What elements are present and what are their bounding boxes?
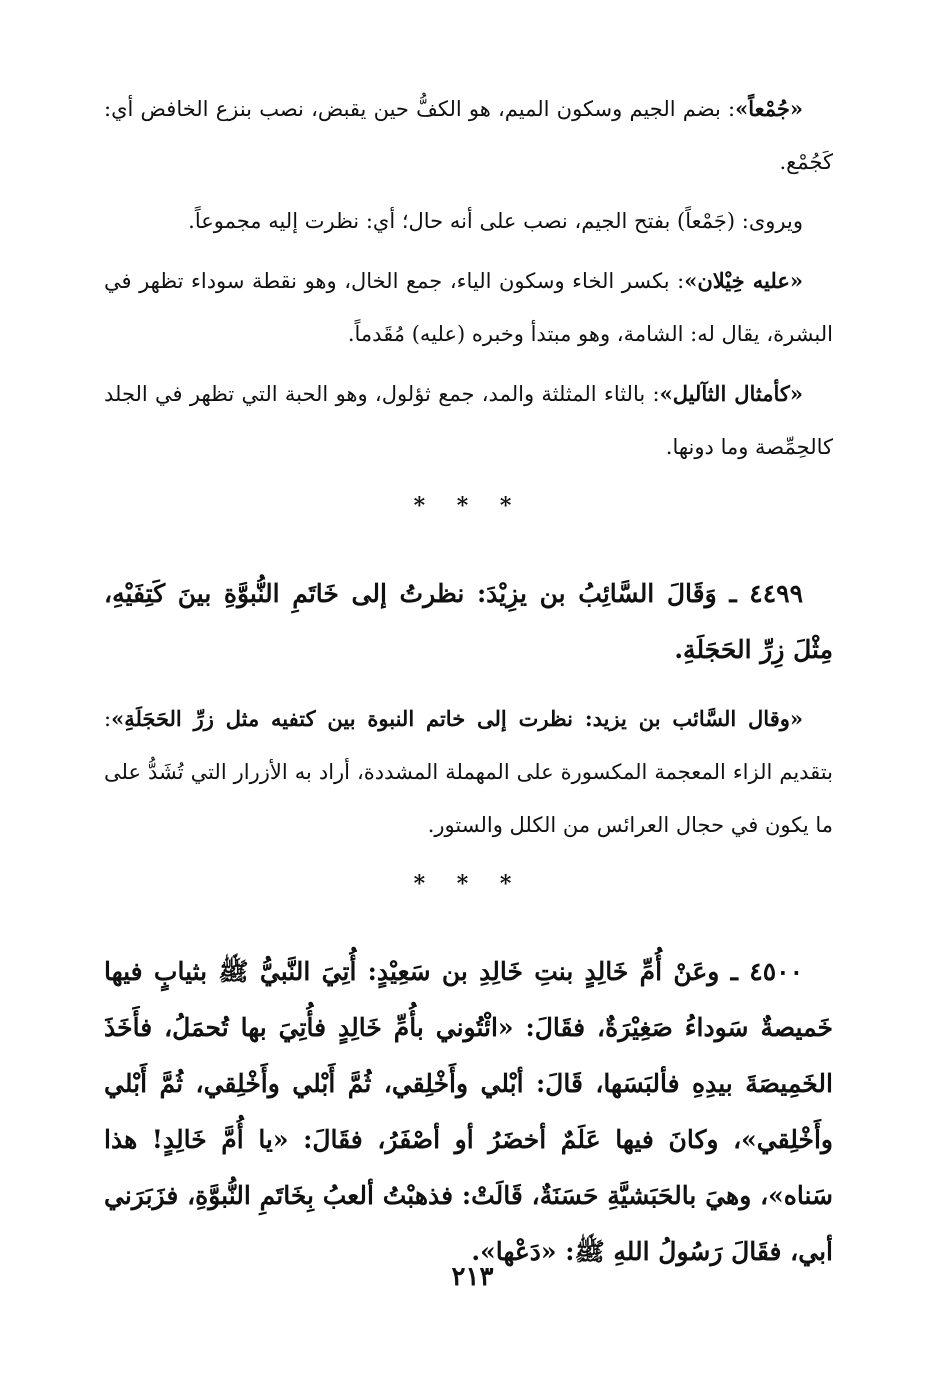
commentary-keyword: «وقال السَّائب بن يزيد: نظرت إلى خاتم النبوة بين كتفيه مثل زرِّ الحَجَلَةِ» [111, 706, 803, 731]
commentary-text: ويروى: (جَمْعاً) بفتح الجيم، نصب على أنه حال؛ أي: نظرت إليه مجموعاً. [188, 209, 803, 233]
section-separator: * * * [413, 871, 524, 897]
commentary-keyword: «كأمثال الثآليل» [659, 381, 803, 406]
commentary-text: : بكسر الخاء وسكون الياء، جمع الخال، وهو نقطة سوداء تظهر في البشرة، يقال له: الشامة، وهو مبتدأ وخبره (عليه) مُقَدماً. [104, 269, 833, 346]
commentary-paragraph-hadith-4499 [104, 692, 833, 852]
commentary-text: : بالثاء المثلثة والمد، جمع ثؤلول، وهو الحبة التي تظهر في الجلد كالحِمِّصة وما دونها. [104, 382, 833, 459]
commentary-paragraph [104, 195, 833, 248]
commentary-text: : بضم الجيم وسكون الميم، هو الكفُّ حين يقبض، نصب بنزع الخافض أي: كَجُمْع. [104, 97, 833, 174]
commentary-paragraph [104, 82, 833, 189]
commentary-text: : بتقديم الزاء المعجمة المكسورة على المهملة المشددة، أراد به الأزرار التي تُشَدُّ على ما يكون في حجال العرائس من الكلل والستور. [104, 707, 833, 837]
hadith-4500: ٤٥٠٠ ـ وعَنْ أُمِّ خَالِدٍ بنتِ خَالِدِ بن سَعِيْدٍ: أُتِيَ النَّبيُّ ﷺ بثيابٍ فيها خَميصةٌ سَوداءُ صَغِيْرَةٌ، فقَالَ: «ائْتُوني بأُمِّ خَالِدٍ فأُتِيَ بها تُحمَلُ، فأَخَذَ الخَمِيصَةَ بيدِهِ فألبَسَها، قَالَ: أبْلي وأَخْلِقي، ثُمَّ أَبْلي وأَخْلِقي، ثُمَّ أَبْلي وأَخْلِقي»، وكانَ فيها عَلَمٌ أخضَرُ أو أصْفَرُ، فقَالَ: «يا أُمَّ خَالِدٍ! هذا سَناه»، وهيَ بالحَبَشيَّةِ حَسَنَةٌ، قَالَتْ: فذهبْتُ ألعبُ بِخَاتَمِ النُّبوَّةِ، فزَبَرَني أبي، فقَالَ رَسُولُ اللهِ ﷺ: «دَعْها». [104, 957, 833, 1266]
commentary-keyword: «عليه خِيْلان» [684, 268, 803, 293]
commentary-section-1 [104, 82, 833, 474]
commentary-paragraph [104, 367, 833, 474]
hadith-4499: ٤٤٩٩ ـ وَقَالَ السَّائِبُ بن يزِيْدَ: نظرتُ إلى خَاتَمِ النُّبوَّةِ بينَ كَتِفَيْهِ، مِثْلَ زِرِّ الحَجَلَةِ. [104, 579, 833, 664]
page-number: ٢١٣ [451, 1262, 494, 1292]
section-separator: * * * [413, 493, 524, 519]
commentary-keyword: «جُمْعاً» [735, 96, 803, 121]
commentary-paragraph [104, 254, 833, 361]
